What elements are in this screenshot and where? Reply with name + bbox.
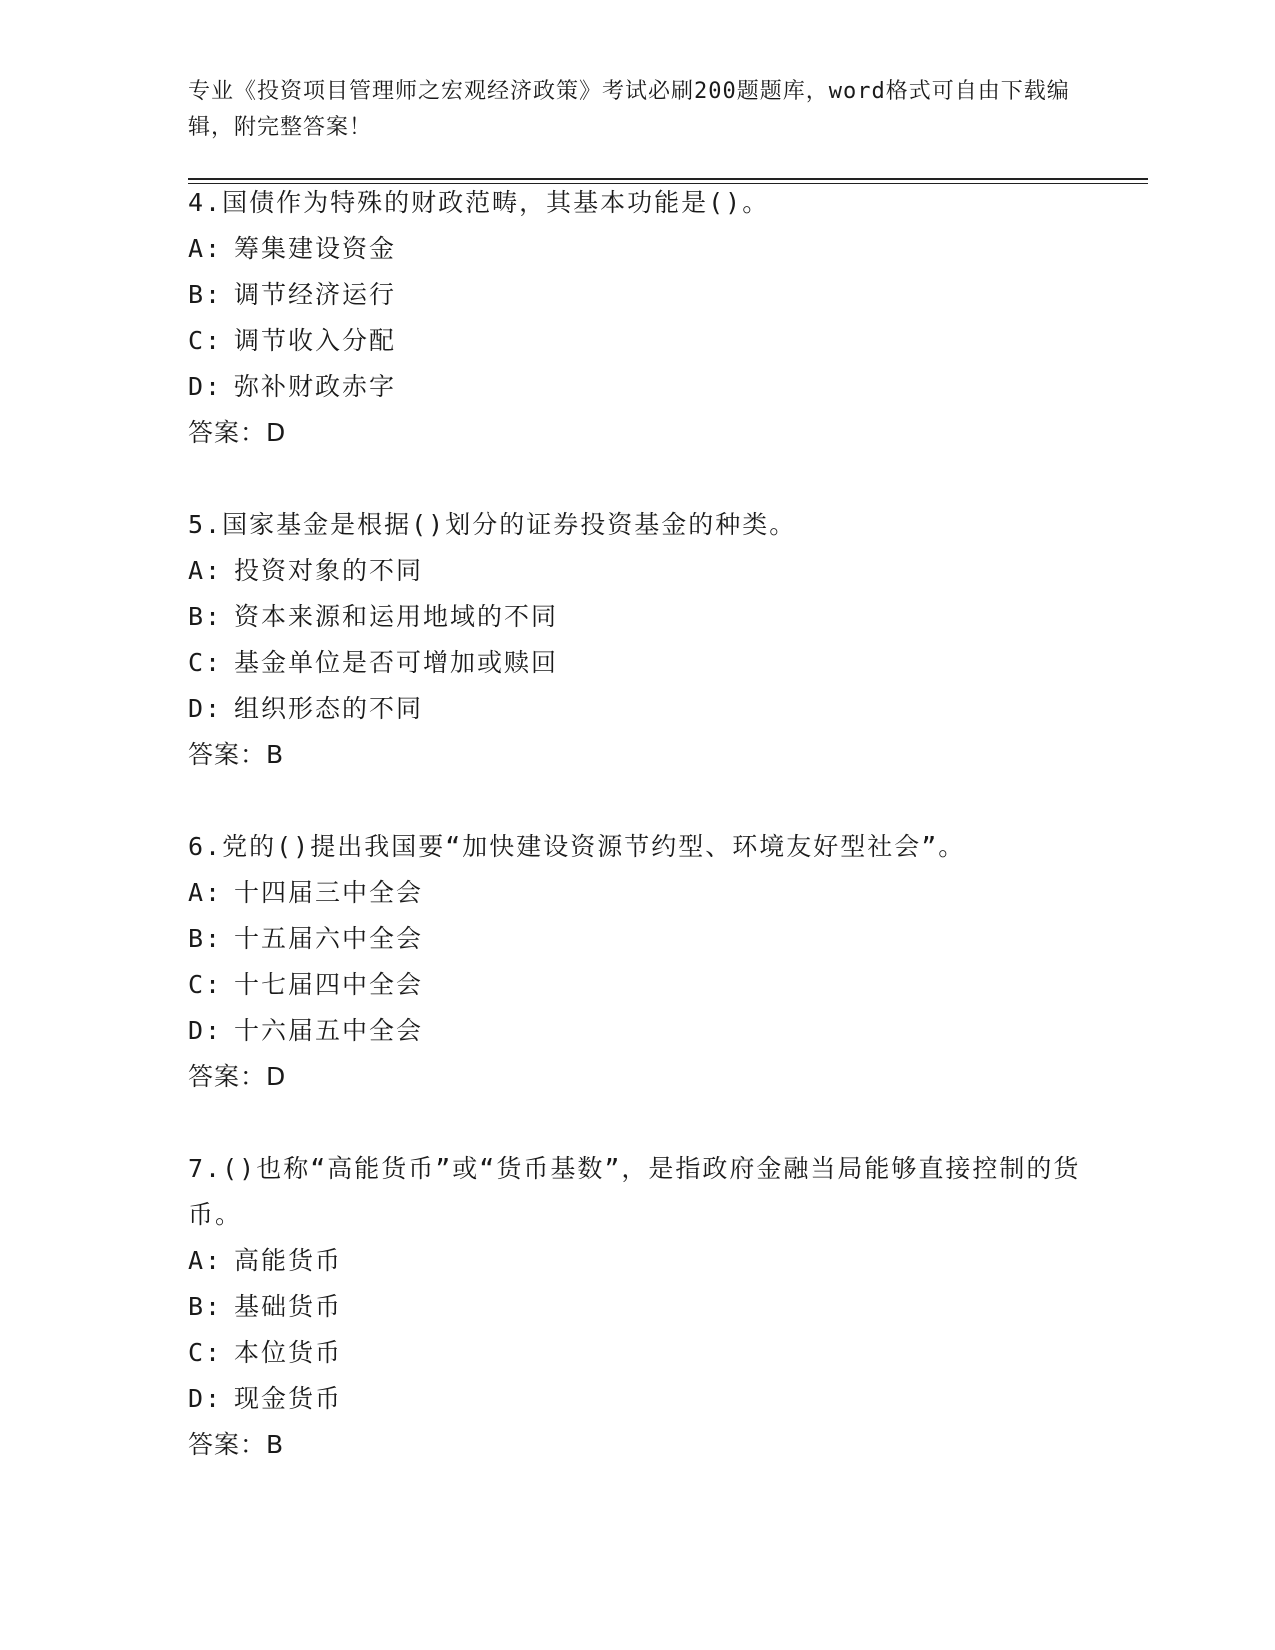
option-b xyxy=(188,916,1088,962)
option-text: 十四届三中全会 xyxy=(234,878,424,907)
option-text: 基础货币 xyxy=(234,1292,343,1321)
option-c xyxy=(188,1330,1088,1376)
question-7 xyxy=(188,1146,1088,1468)
option-letter: C: xyxy=(188,1338,223,1367)
question-stem: 4.国债作为特殊的财政范畴，其基本功能是()。 xyxy=(188,188,770,217)
question-4 xyxy=(188,180,1088,456)
option-text: 投资对象的不同 xyxy=(234,556,424,585)
answer-line: 答案：B xyxy=(188,740,285,769)
option-letter: A: xyxy=(188,878,223,907)
option-text: 组织形态的不同 xyxy=(234,694,424,723)
option-letter: D: xyxy=(188,694,223,723)
option-d xyxy=(188,1376,1088,1422)
option-text: 现金货币 xyxy=(234,1384,343,1413)
option-letter: B: xyxy=(188,602,223,631)
option-a xyxy=(188,870,1088,916)
option-text: 基金单位是否可增加或赎回 xyxy=(234,648,559,677)
option-text: 资本来源和运用地域的不同 xyxy=(234,602,559,631)
question-stem: 7.()也称“高能货币”或“货币基数”，是指政府金融当局能够直接控制的货币。 xyxy=(188,1154,1081,1229)
option-text: 调节经济运行 xyxy=(234,280,397,309)
option-letter: C: xyxy=(188,970,223,999)
option-b xyxy=(188,1284,1088,1330)
option-text: 本位货币 xyxy=(234,1338,343,1367)
option-d xyxy=(188,364,1088,410)
option-a xyxy=(188,548,1088,594)
option-d xyxy=(188,686,1088,732)
question-5 xyxy=(188,502,1088,778)
option-text: 十七届四中全会 xyxy=(234,970,424,999)
option-text: 十六届五中全会 xyxy=(234,1016,424,1045)
option-letter: A: xyxy=(188,556,223,585)
option-b xyxy=(188,272,1088,318)
option-letter: C: xyxy=(188,648,223,677)
answer-line: 答案：D xyxy=(188,418,287,447)
option-a xyxy=(188,226,1088,272)
question-6 xyxy=(188,824,1088,1100)
option-text: 十五届六中全会 xyxy=(234,924,424,953)
option-text: 调节收入分配 xyxy=(234,326,397,355)
option-b xyxy=(188,594,1088,640)
option-letter: B: xyxy=(188,924,223,953)
document-header-note: 专业《投资项目管理师之宏观经济政策》考试必刷200题题库，word格式可自由下载编辑，附完整答案！ xyxy=(188,79,1070,140)
option-letter: B: xyxy=(188,280,223,309)
option-text: 高能货币 xyxy=(234,1246,343,1275)
question-stem: 5.国家基金是根据()划分的证券投资基金的种类。 xyxy=(188,510,797,539)
option-letter: B: xyxy=(188,1292,223,1321)
option-text: 筹集建设资金 xyxy=(234,234,397,263)
option-letter: D: xyxy=(188,1384,223,1413)
answer-line: 答案：B xyxy=(188,1430,285,1459)
option-c xyxy=(188,962,1088,1008)
option-a xyxy=(188,1238,1088,1284)
option-c xyxy=(188,640,1088,686)
answer-line: 答案：D xyxy=(188,1062,287,1091)
option-letter: A: xyxy=(188,1246,223,1275)
question-stem: 6.党的()提出我国要“加快建设资源节约型、环境友好型社会”。 xyxy=(188,832,966,861)
option-letter: A: xyxy=(188,234,223,263)
option-letter: D: xyxy=(188,372,223,401)
option-text: 弥补财政赤字 xyxy=(234,372,397,401)
option-d xyxy=(188,1008,1088,1054)
option-c xyxy=(188,318,1088,364)
option-letter: C: xyxy=(188,326,223,355)
option-letter: D: xyxy=(188,1016,223,1045)
